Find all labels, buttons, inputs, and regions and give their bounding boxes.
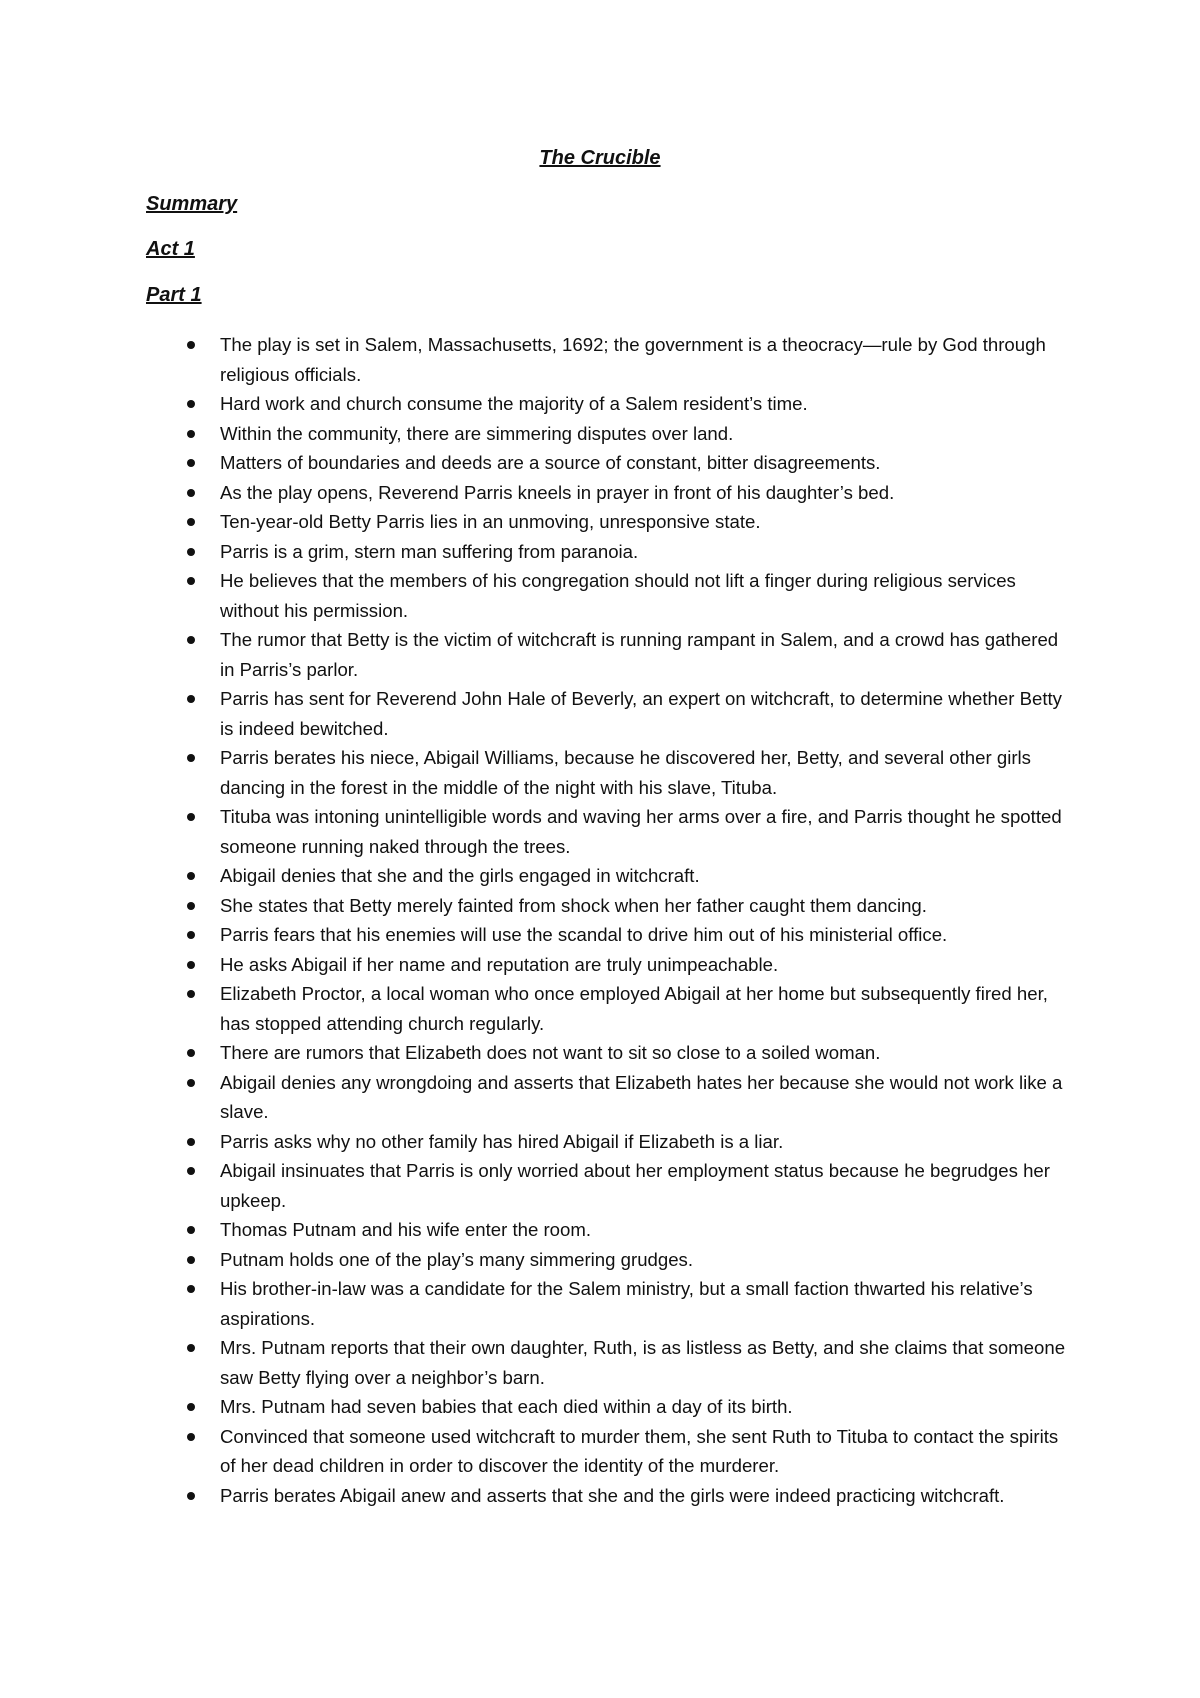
bullet-text: Abigail insinuates that Parris is only worried about her employment status because he begrudges her upkeep. [220, 1160, 1050, 1211]
bullet-text: She states that Betty merely fainted from shock when her father caught them dancing. [220, 894, 927, 916]
bullet-item [220, 1245, 1070, 1275]
bullet-icon [187, 1256, 195, 1264]
bullet-item [220, 1422, 1070, 1481]
bullet-text: Thomas Putnam and his wife enter the room. [220, 1219, 592, 1240]
bullet-item [220, 625, 1070, 684]
bullet-icon [187, 872, 195, 880]
bullet-icon [187, 1433, 195, 1441]
bullet-icon [187, 813, 195, 821]
bullet-item [220, 979, 1070, 1038]
bullet-item [220, 1481, 1070, 1511]
bullet-item [220, 448, 1070, 478]
bullet-icon [187, 1167, 195, 1175]
bullet-item [220, 684, 1070, 743]
bullet-icon [187, 902, 195, 910]
bullet-item [220, 389, 1070, 419]
bullet-icon [187, 341, 195, 349]
bullet-item [220, 566, 1070, 625]
bullet-item [220, 802, 1070, 861]
bullet-text: The play is set in Salem, Massachusetts, 1692; the government is a theocracy—rule by God through religious officials. [220, 334, 1046, 385]
summary-heading: Summary [146, 193, 238, 215]
bullet-item [220, 330, 1070, 389]
bullet-icon [187, 1403, 195, 1411]
bullet-text: Putnam holds one of the play’s many simmering grudges. [220, 1248, 694, 1270]
bullet-text: Parris berates Abigail anew and asserts that she and the girls were indeed practicing witchcraft. [220, 1484, 1005, 1506]
act-heading: Act 1 [146, 238, 195, 260]
bullet-text: Mrs. Putnam had seven babies that each died within a day of its birth. [220, 1396, 793, 1417]
bullet-item [220, 1333, 1070, 1392]
bullet-item [220, 743, 1070, 802]
bullet-icon [187, 636, 195, 644]
bullet-item [220, 507, 1070, 537]
document-title: The Crucible [539, 147, 661, 169]
bullet-text: Parris asks why no other family has hired Abigail if Elizabeth is a liar. [220, 1130, 784, 1152]
bullet-icon [187, 1285, 195, 1293]
bullet-text: Parris is a grim, stern man suffering from paranoia. [220, 540, 639, 562]
bullet-icon [187, 961, 195, 969]
bullet-item [220, 537, 1070, 567]
bullet-icon [187, 489, 195, 497]
bullet-item [220, 1156, 1070, 1215]
bullet-item [220, 1274, 1070, 1333]
bullet-icon [187, 1049, 195, 1057]
bullet-item [220, 861, 1070, 891]
bullet-text: As the play opens, Reverend Parris kneels in prayer in front of his daughter’s bed. [220, 481, 895, 503]
bullet-text: Parris fears that his enemies will use the scandal to drive him out of his ministerial office. [220, 924, 948, 945]
bullet-icon [187, 1079, 195, 1087]
bullet-icon [187, 1344, 195, 1352]
bullet-icon [187, 1138, 195, 1146]
bullet-icon [187, 518, 195, 526]
bullet-icon [187, 1226, 195, 1234]
bullet-text: Hard work and church consume the majority of a Salem resident’s time. [220, 393, 808, 414]
bullet-text: Elizabeth Proctor, a local woman who once employed Abigail at her home but subsequently fired her, has stopped attending church regularly. [220, 983, 1048, 1034]
bullet-item [220, 1215, 1070, 1245]
bullet-icon [187, 695, 195, 703]
bullet-text: Tituba was intoning unintelligible words and waving her arms over a fire, and Parris thought he spotted someone running naked through the trees. [220, 806, 1062, 857]
bullet-icon [187, 577, 195, 585]
bullet-item [220, 1068, 1070, 1127]
bullet-item [220, 891, 1070, 921]
part-heading: Part 1 [146, 284, 202, 306]
bullet-icon [187, 1492, 195, 1500]
bullet-text: Abigail denies any wrongdoing and asserts that Elizabeth hates her because she would not work like a slave. [220, 1071, 1063, 1122]
bullet-text: Mrs. Putnam reports that their own daughter, Ruth, is as listless as Betty, and she claims that someone saw Betty flying over a neighbor’s barn. [220, 1337, 1066, 1388]
bullet-text: Convinced that someone used witchcraft to murder them, she sent Ruth to Tituba to contact the spirits of her dead children in order to discover the identity of the murderer. [220, 1425, 1059, 1476]
bullet-text: There are rumors that Elizabeth does not want to sit so close to a soiled woman. [220, 1042, 881, 1063]
bullet-text: His brother-in-law was a candidate for the Salem ministry, but a small faction thwarted his relative’s aspirations. [220, 1278, 1033, 1329]
summary-bullet-list [220, 330, 1070, 1510]
bullet-icon [187, 400, 195, 408]
bullet-text: He believes that the members of his congregation should not lift a finger during religious services without his permission. [220, 570, 1016, 621]
bullet-item [220, 1127, 1070, 1157]
bullet-icon [187, 430, 195, 438]
bullet-text: Ten-year-old Betty Parris lies in an unmoving, unresponsive state. [220, 511, 761, 532]
bullet-icon [187, 931, 195, 939]
bullet-text: Parris berates his niece, Abigail Williams, because he discovered her, Betty, and several other girls dancing in the forest in the middle of the night with his slave, Tituba. [220, 747, 1031, 798]
bullet-icon [187, 548, 195, 556]
bullet-item [220, 1038, 1070, 1068]
bullet-item [220, 1392, 1070, 1422]
bullet-text: Matters of boundaries and deeds are a source of constant, bitter disagreements. [220, 452, 881, 473]
bullet-text: The rumor that Betty is the victim of witchcraft is running rampant in Salem, and a crowd has gathered in Parris’s parlor. [220, 629, 1059, 680]
bullet-text: He asks Abigail if her name and reputation are truly unimpeachable. [220, 953, 779, 975]
bullet-icon [187, 990, 195, 998]
bullet-text: Parris has sent for Reverend John Hale of Beverly, an expert on witchcraft, to determine whether Betty is indeed bewitched. [220, 688, 1062, 739]
bullet-text: Within the community, there are simmering disputes over land. [220, 422, 734, 444]
bullet-text: Abigail denies that she and the girls engaged in witchcraft. [220, 865, 700, 886]
bullet-item [220, 478, 1070, 508]
bullet-item [220, 920, 1070, 950]
bullet-item [220, 419, 1070, 449]
bullet-item [220, 950, 1070, 980]
bullet-icon [187, 459, 195, 467]
bullet-icon [187, 754, 195, 762]
